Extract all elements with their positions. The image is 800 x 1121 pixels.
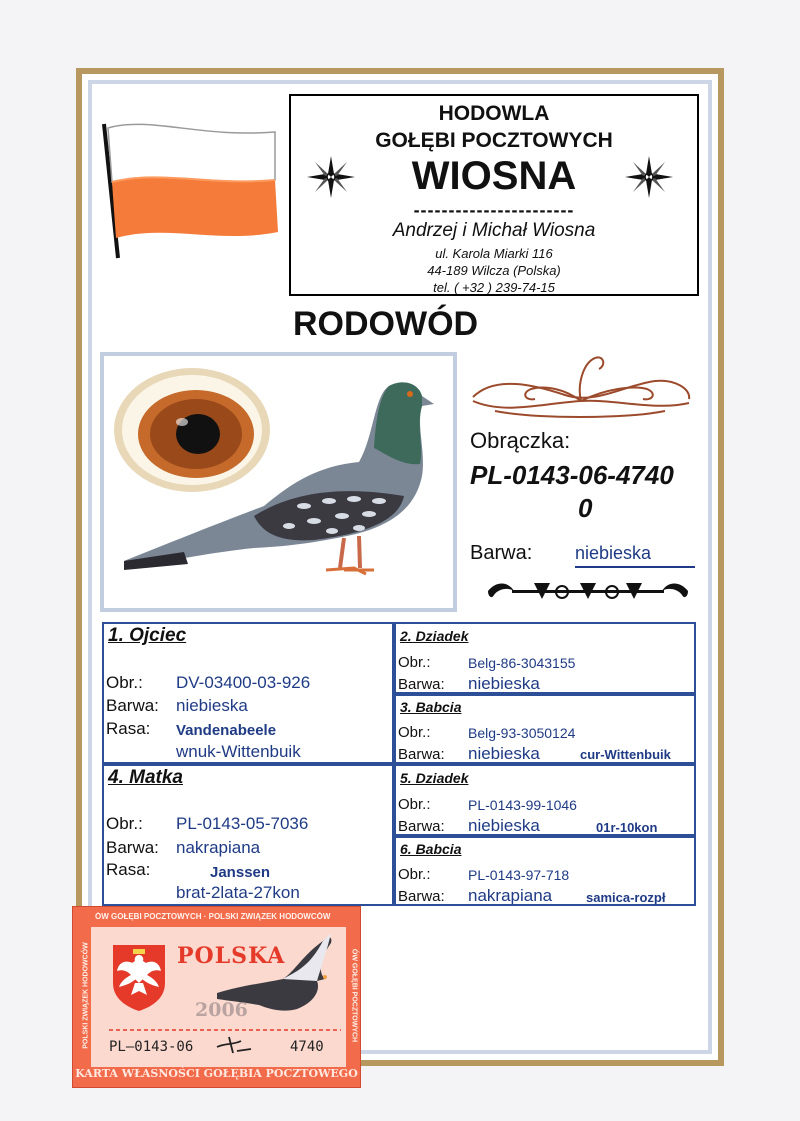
- mother-title: 4. Matka: [108, 767, 183, 788]
- address-street: ul. Karola Miarki 116: [435, 246, 553, 261]
- card-left-strip: [77, 932, 90, 1062]
- card-right-text: ÓW GOŁĘBI POCZTOWYCH: [350, 948, 358, 1043]
- grandfather1-section: [394, 622, 696, 694]
- breeder-name: WIOSNA: [411, 154, 577, 198]
- grandfather2-ring: PL-0143-99-1046: [468, 797, 577, 813]
- father-note: wnuk-Wittenbuik: [176, 742, 301, 761]
- decorative-flourish-icon: [465, 345, 697, 425]
- pedigree-table: [102, 622, 696, 906]
- grandfather2-section: [394, 764, 696, 836]
- pigeon-illustration: [104, 356, 453, 608]
- phone-number: tel. ( +32 ) 239-74-15: [433, 280, 555, 295]
- card-top-text: ÓW GOŁĘBI POCZTOWYCH · POLSKI ZWIĄZEK HODOWCÓW: [95, 912, 331, 921]
- grandfather1-ring: Belg-86-3043155: [468, 655, 576, 671]
- ownership-card: [72, 906, 361, 1088]
- grandfather2-title: 5. Dziadek: [400, 770, 469, 786]
- grandfather1-title: 2. Dziadek: [400, 628, 469, 644]
- ring-check-digit: 0: [578, 493, 593, 523]
- grandmother2-title: 6. Babcia: [400, 841, 462, 857]
- grandmother2-color-label: Barwa:: [398, 888, 445, 905]
- card-year: 2006: [195, 999, 248, 1021]
- grandmother1-ring: Belg-93-3050124: [468, 725, 576, 741]
- father-ring: DV-03400-03-926: [176, 673, 311, 692]
- grandmother2-section: [394, 836, 696, 906]
- card-ring-suffix: 4740: [290, 1039, 324, 1055]
- mother-breed: Janssen: [210, 864, 271, 881]
- breeder-header: [289, 94, 699, 296]
- father-breed-label: Rasa:: [106, 719, 151, 738]
- address-city: 44-189 Wilcza (Polska): [427, 263, 561, 278]
- card-ring-prefix: PL–0143-06: [109, 1039, 194, 1055]
- color-label: Barwa:: [470, 542, 533, 564]
- ring-label: Obrączka:: [470, 428, 571, 453]
- color-value: niebieska: [575, 543, 695, 568]
- father-section: [102, 622, 394, 764]
- polish-flag: [100, 120, 285, 260]
- handwritten-mark-icon: [215, 1035, 255, 1057]
- father-ring-label: Obr.:: [106, 673, 143, 692]
- owner-names: Andrzej i Michał Wiosna: [392, 220, 596, 241]
- father-breed: Vandenabeele: [176, 722, 277, 739]
- father-color-label: Barwa:: [106, 696, 159, 715]
- card-left-text: POLSKI ZWIĄZEK HODOWCÓW: [82, 942, 90, 1049]
- grandmother1-ring-label: Obr.:: [398, 724, 431, 741]
- grandfather2-color-label: Barwa:: [398, 818, 445, 835]
- pigeon-photo: [100, 352, 457, 612]
- eagle-emblem-icon: [109, 941, 169, 1013]
- header-line1: HODOWLA: [438, 102, 550, 125]
- card-country: POLSKA: [177, 943, 286, 969]
- grandfather2-note: 01r-10kon: [596, 820, 658, 835]
- mother-note: brat-2lata-27kon: [176, 883, 300, 902]
- grandfather2-ring-label: Obr.:: [398, 796, 431, 813]
- grandmother2-ring: PL-0143-97-718: [468, 867, 570, 883]
- header-line2: GOŁĘBI POCZTOWYCH: [375, 129, 613, 152]
- grandmother2-ring-label: Obr.:: [398, 866, 431, 883]
- mother-color-label: Barwa:: [106, 838, 159, 857]
- grandfather1-ring-label: Obr.:: [398, 654, 431, 671]
- grandmother1-section: [394, 694, 696, 764]
- mother-ring: PL-0143-05-7036: [176, 814, 309, 833]
- grandmother1-note: cur-Wittenbuik: [580, 747, 671, 762]
- grandmother2-color: nakrapiana: [468, 886, 553, 905]
- header-divider: -----------------------: [413, 200, 575, 220]
- mother-ring-label: Obr.:: [106, 814, 143, 833]
- ring-number: PL-0143-06-4740: [470, 460, 674, 490]
- father-color: niebieska: [176, 696, 248, 715]
- grandfather2-color: niebieska: [468, 816, 540, 835]
- grandfather1-color-label: Barwa:: [398, 676, 445, 693]
- page-title: RODOWÓD: [293, 305, 479, 343]
- mother-section: [102, 764, 394, 906]
- grandmother1-title: 3. Babcia: [400, 699, 462, 715]
- grandmother2-note: samica-rozpł: [586, 890, 666, 905]
- mother-breed-label: Rasa:: [106, 860, 151, 879]
- father-title: 1. Ojciec: [108, 625, 187, 646]
- compass-star-icon: [623, 154, 675, 200]
- grandfather1-color: niebieska: [468, 674, 540, 693]
- grandmother1-color-label: Barwa:: [398, 746, 445, 763]
- mother-color: nakrapiana: [176, 838, 261, 857]
- card-bottom-text: KARTA WŁASNOŚCI GOŁĘBIA POCZTOWEGO: [75, 1067, 358, 1080]
- decorative-scroll-icon: [484, 577, 692, 607]
- grandmother1-color: niebieska: [468, 744, 540, 763]
- card-right-strip: [347, 932, 357, 1062]
- compass-star-icon: [305, 154, 357, 200]
